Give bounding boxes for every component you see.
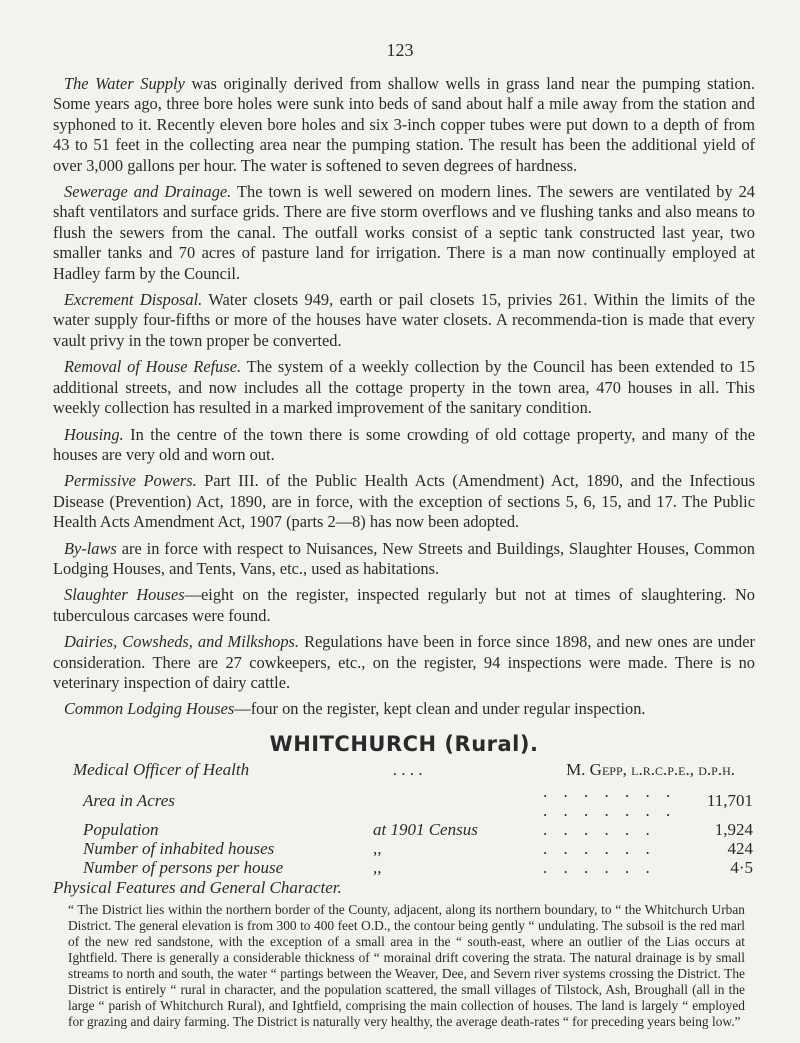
paragraph-heading: Excrement Disposal. <box>64 290 203 310</box>
paragraph-text: The town is well sewered on modern lines. The sewers are ventilated by 24 shaft ventilators and surface grids. There are five storm overflows and ve flushing tanks and also means to flush the sewers from the canal. The outfall works consist of a septic tank constructed last year, two smaller tanks and 70 acres of pasture land for irrigation. There is a man now continually employed at Hadley farm by the Council. <box>53 182 755 283</box>
stat-note: ,, <box>373 838 382 858</box>
leader-dots: . . . . . . <box>543 819 656 839</box>
stat-label: Area in Acres <box>83 791 175 811</box>
stat-row <box>83 820 753 839</box>
statistics-table <box>83 782 753 877</box>
paragraph-refuse <box>53 357 755 418</box>
paragraph-text: —four on the register, kept clean and under regular inspection. <box>234 699 646 719</box>
stat-value: 4·5 <box>730 857 753 877</box>
stat-row <box>83 858 753 877</box>
paragraph-heading: Removal of House Refuse. <box>64 357 242 377</box>
features-heading: Physical Features and General Character. <box>53 877 342 897</box>
section-title: WHITCHURCH (Rural). <box>269 731 539 756</box>
stat-value: 424 <box>727 838 753 858</box>
paragraph-heading: Slaughter Houses <box>64 585 185 605</box>
body-text <box>53 74 755 1030</box>
stat-label: Number of persons per house <box>83 857 284 877</box>
paragraph-text: Regulations have been in force since 1898, and new ones are under consideration. There are 27 cowkeepers, etc., on the register, 94 inspections were made. There is no veterinary inspection of dairy cattle. <box>53 632 755 692</box>
paragraph-text: Water closets 949, earth or pail closets 15, privies 261. Within the limits of the water supply four-fifths or more of the houses have water closets. A recommenda-tion is made that every vault privy in the town proper be converted. <box>53 290 755 350</box>
paragraph-text: The system of a weekly collection by the Council has been extended to 15 additional streets, and now includes all the cottage property in the town area, 470 houses in all. This weekly collection has resulted in a marked improvement of the sanitary condition. <box>53 357 756 418</box>
medical-officer-line <box>73 760 735 780</box>
stat-label: Population <box>83 819 159 839</box>
paragraph-housing <box>53 425 755 466</box>
paragraph-text: In the centre of the town there is some crowding of old cottage property, and many of the houses are very old and worn out. <box>53 424 755 464</box>
paragraph-heading: By-laws <box>64 538 117 558</box>
paragraph-heading: Sewerage and Drainage. <box>64 182 232 202</box>
stat-row <box>83 839 753 858</box>
paragraph-text: —eight on the register, inspected regularly but not at times of slaughtering. No tuberculous carcases were found. <box>53 585 755 625</box>
paragraph-dairies <box>53 632 755 693</box>
paragraph-sewerage <box>53 182 755 284</box>
leader-dots: . . . . . . . . . . . . . . <box>543 781 677 820</box>
paragraph-permissive-powers <box>53 471 755 532</box>
paragraph-lodging-houses <box>53 699 755 719</box>
leader-dots: . . . . . . <box>543 857 656 877</box>
medical-officer-label: Medical Officer of Health <box>73 759 250 779</box>
leader-dots: . . . . . . <box>543 838 656 858</box>
leader-dots: . . . . <box>392 759 423 779</box>
paragraph-slaughter-houses <box>53 585 755 626</box>
stat-value: 11,701 <box>706 791 753 811</box>
paragraph-heading: Permissive Powers. <box>64 471 197 491</box>
medical-officer-name: M. Gepp, l.r.c.p.e., d.p.h. <box>566 759 735 779</box>
stat-note: ,, <box>373 857 382 877</box>
paragraph-heading: The Water Supply <box>64 74 185 93</box>
stat-label: Number of inhabited houses <box>83 838 275 858</box>
paragraph-heading: Housing. <box>64 424 124 444</box>
paragraph-excrement <box>53 290 755 351</box>
stat-note <box>373 782 543 820</box>
paragraph-text: Part III. of the Public Health Acts (Amendment) Act, 1890, and the Infectious Disease (Prevention) Act, 1890, are in force, with the exception of sections 5, 6, 15, and 17. The Public Health Acts Amendment Act, 1907 (parts 2—8) has now been adopted. <box>53 471 755 532</box>
paragraph-text: was originally derived from shallow wells in grass land near the pumping station. Some years ago, three bore holes were sunk into beds of sand about half a mile away from the station and syphoned to it. Recently eleven bore holes and six 3-inch copper tubes were put down to a depth of from 43 to 51 feet in the collecting area near the pumping station. The result has been the additional yield of over 3,000 gallons per hour. The water is softened to seven degrees of hardness. <box>53 74 755 175</box>
paragraph-heading: Common Lodging Houses <box>64 699 235 719</box>
stat-value: 1,924 <box>714 819 753 839</box>
paragraph-water-supply <box>53 74 755 176</box>
page-number: 123 <box>386 40 414 60</box>
paragraph-heading: Dairies, Cowsheds, and Milkshops. <box>64 632 300 652</box>
paragraph-text: are in force with respect to Nuisances, New Streets and Buildings, Slaughter Houses, Common Lodging Houses, and Tents, Vans, etc., used as habitations. <box>53 538 755 578</box>
stat-row <box>83 782 753 820</box>
district-description-quote: “ The District lies within the northern border of the County, adjacent, along its northern boundary, to “ the Whitchurch Urban District. The general elevation is from 300 to 400 feet O.D., the contour being gently “ undulating. The subsoil is the red marl of the new red sandstone, with the exception of a small area in the “ south-east, where an outlier of the Lias occurs at Ightfield. There is generally a considerable thickness of “ morainal drift covering the strata. The natural drainage is by small streams to north and south, the water “ partings between the Weaver, Dee, and Severn river systems crossing the District. The District is entirely “ rural in character, and the population scattered, the small villages of Tilstock, Ash, Broughall (all in the large “ parish of Whitchurch Rural), and Ightfield, comprising the main collection of houses. The land is largely “ employed for grazing and dairy farming. The District is naturally very healthy, the average death-rates “ for preceding years being low.” <box>68 901 745 1029</box>
stat-note: at 1901 Census <box>373 819 478 839</box>
paragraph-by-laws <box>53 539 755 580</box>
